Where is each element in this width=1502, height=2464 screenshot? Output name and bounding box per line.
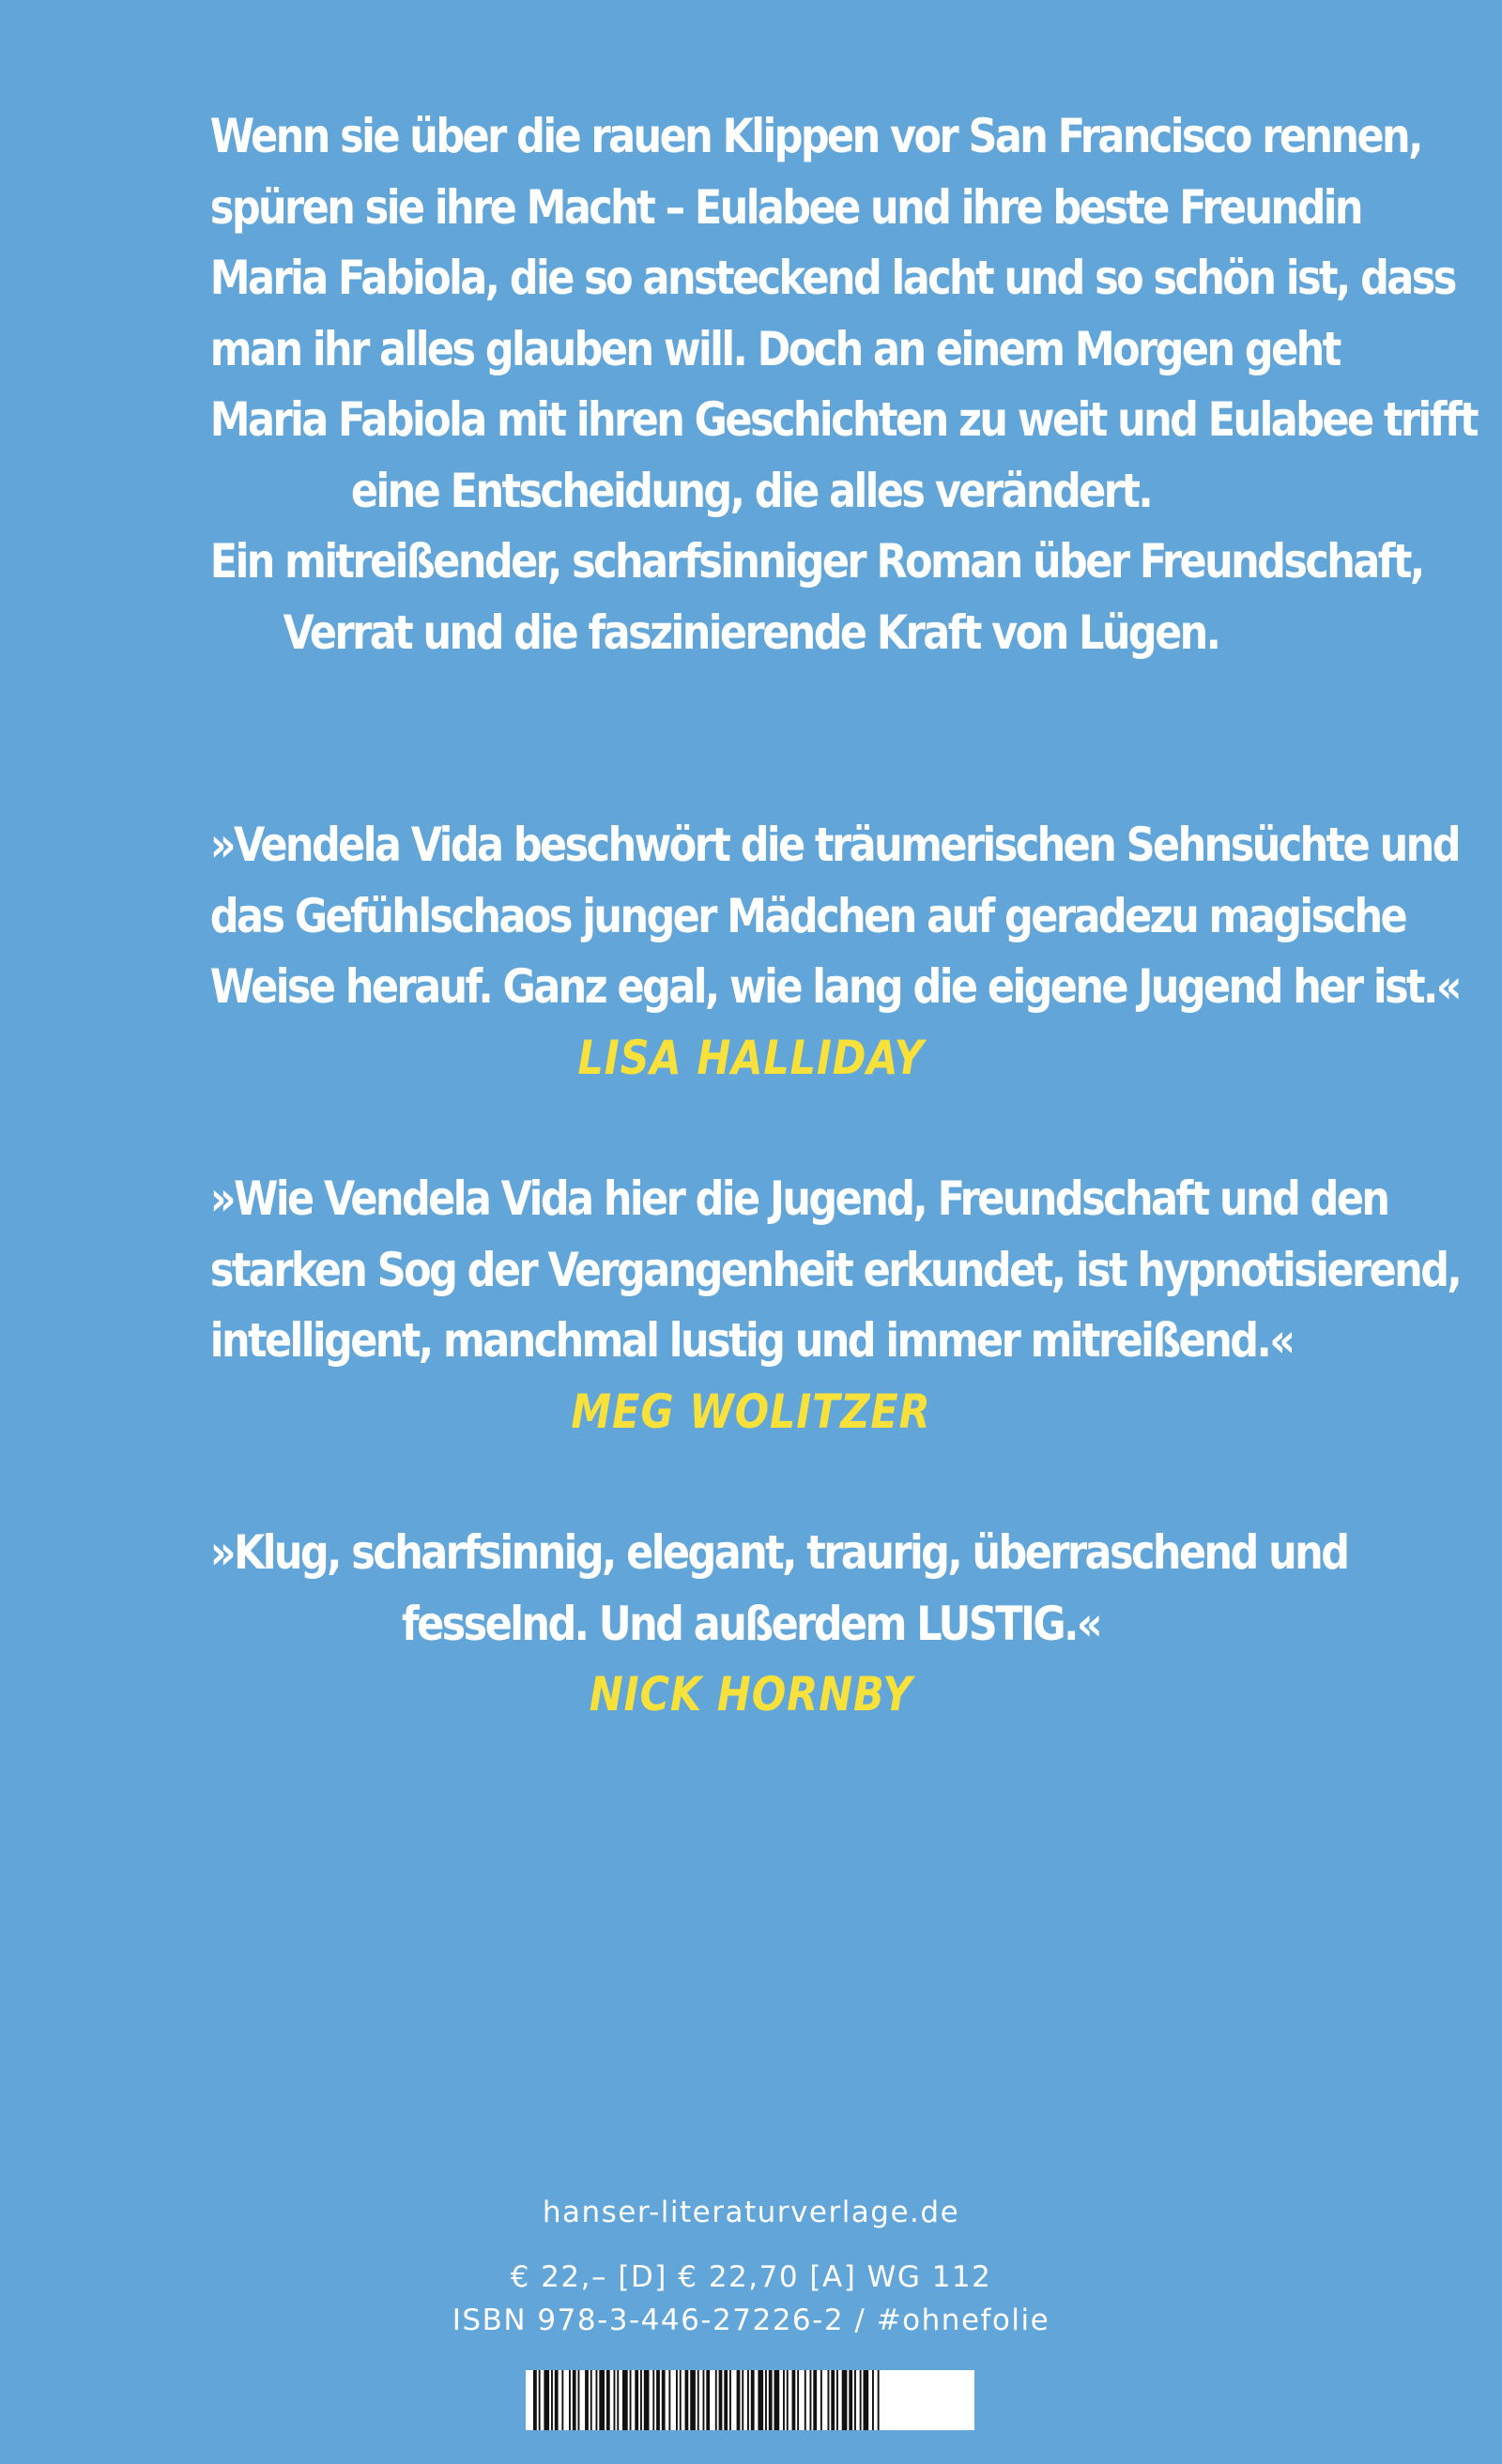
isbn-text: ISBN 978-3-446-27226-2 / #ohnefolie — [452, 2303, 1050, 2337]
blurb-line: Verrat und die faszinierende Kraft von Lügen. — [283, 605, 1219, 660]
quote-line: Weise herauf. Ganz egal, wie lang die eigene Jugend her ist.« — [209, 959, 1460, 1014]
publisher-website — [376, 2189, 1126, 2236]
barcode — [526, 2370, 974, 2430]
website-text: hanser-literaturverlage.de — [542, 2196, 960, 2229]
quote-author: NICK HORNBY — [589, 1667, 913, 1722]
blurb-line: man ihr alles glauben will. Doch an einem Morgen geht — [209, 321, 1340, 376]
quote-line: fesselnd. Und außerdem LUSTIG.« — [401, 1596, 1101, 1651]
price-text: € 22,– [D] € 22,70 [A] WG 112 — [510, 2260, 992, 2294]
price-info — [376, 2256, 1126, 2342]
blurb — [122, 101, 1477, 668]
blurb-line: eine Entscheidung, die alles verändert. — [350, 463, 1152, 518]
blurb-line: Maria Fabiola mit ihren Geschichten zu weit und Eulabee trifft — [209, 392, 1477, 447]
blurb-line: Ein mitreißender, scharfsinniger Roman über Freundschaft, — [209, 534, 1423, 589]
quote-author: LISA HALLIDAY — [577, 1030, 925, 1085]
quote-line: »Wie Vendela Vida hier die Jugend, Freundschaft und den — [209, 1171, 1388, 1226]
barcode-icon — [533, 2370, 967, 2430]
blurb-line: Maria Fabiola, die so ansteckend lacht und so schön ist, dass — [209, 251, 1455, 305]
quote-author: MEG WOLITZER — [571, 1384, 931, 1439]
quote-line: das Gefühlschaos junger Mädchen auf geradezu magische — [209, 888, 1406, 943]
blurb-line: Wenn sie über die rauen Klippen vor San Francisco rennen, — [209, 109, 1421, 163]
quote-line: starken Sog der Vergangenheit erkundet, ist hypnotisierend, — [209, 1242, 1461, 1297]
blurb-line: spüren sie ihre Macht – Eulabee und ihre beste Freundin — [209, 179, 1361, 235]
review-quote-3 — [122, 1518, 1380, 1731]
quote-line: intelligent, manchmal lustig und immer mitreißend.« — [209, 1313, 1294, 1368]
review-quote-1 — [122, 810, 1460, 1094]
review-quote-2 — [122, 1164, 1461, 1447]
quote-line: »Klug, scharfsinnig, elegant, traurig, überraschend und — [209, 1525, 1348, 1580]
quote-line: »Vendela Vida beschwört die träumerischen Sehnsüchte und — [209, 818, 1459, 872]
